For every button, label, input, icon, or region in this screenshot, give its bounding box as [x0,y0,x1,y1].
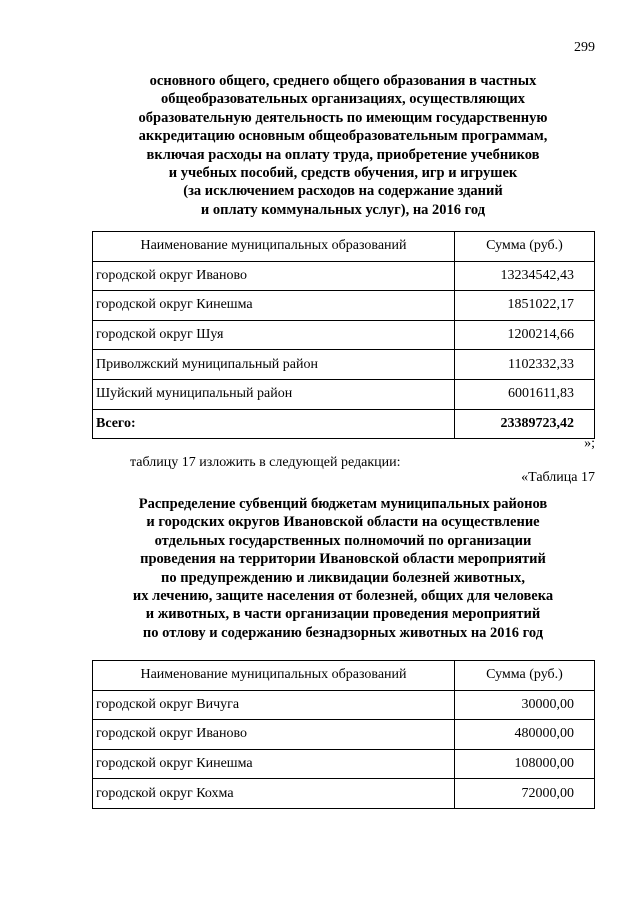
municipality-name: Шуйский муниципальный район [93,379,455,409]
municipality-name: Приволжский муниципальный район [93,350,455,380]
amount: 480000,00 [455,720,595,750]
table-row [93,720,595,750]
amount: 1102332,33 [455,350,595,380]
heading-line: включая расходы на оплату труда, приобретение учебников [146,146,540,163]
subsidy-table-1 [92,231,595,439]
heading-line: по предупреждению и ликвидации болезней животных, [161,569,525,586]
heading-line: по отлову и содержанию безнадзорных животных на 2016 год [142,624,544,641]
amount: 30000,00 [455,690,595,720]
heading-line: основного общего, среднего общего образования в частных [149,73,537,89]
amount: 6001611,83 [455,379,595,409]
column-header-sum: Сумма (руб.) [455,232,595,262]
municipality-name: городской округ Иваново [93,261,455,291]
heading-line: и оплату коммунальных услуг), на 2016 год [200,201,486,218]
heading-line: образовательную деятельность по имеющим государственную [138,109,548,126]
table-caption: «Таблица 17 [521,470,595,485]
page-number: 299 [574,40,595,55]
heading-line: и учебных пособий, средств обучения, игр и игрушек [168,165,518,182]
table-row [93,261,595,291]
column-header-sum: Сумма (руб.) [455,661,595,691]
heading-line: отдельных государственных полномочий по организации [154,532,532,549]
table-row [93,291,595,321]
section-1-heading [92,72,594,219]
heading-line: (за исключением расходов на содержание зданий [183,183,503,200]
municipality-name: городской округ Кинешма [93,291,455,321]
table-header-row [93,232,595,262]
table-row [93,320,595,350]
total-label: Всего: [93,409,455,439]
municipality-name: городской округ Иваново [93,720,455,750]
section-2-heading [92,495,594,642]
heading-line: проведения на территории Ивановской области мероприятий [140,551,546,568]
amount: 13234542,43 [455,261,595,291]
table-total-row [93,409,595,439]
amount: 1200214,66 [455,320,595,350]
heading-line: и животных, в части организации проведения мероприятий [145,606,541,623]
amount: 72000,00 [455,779,595,809]
municipality-name: городской округ Шуя [93,320,455,350]
municipality-name: городской округ Кинешма [93,749,455,779]
column-header-name: Наименование муниципальных образований [93,232,455,262]
heading-line: Распределение субвенций бюджетам муниципальных районов [138,496,548,512]
column-header-name: Наименование муниципальных образований [93,661,455,691]
table-header-row [93,661,595,691]
table-row [93,690,595,720]
total-amount: 23389723,42 [455,409,595,439]
amount: 1851022,17 [455,291,595,321]
heading-line: их лечению, защите населения от болезней, общих для человека [132,588,554,605]
closing-quote: »; [584,436,595,451]
table-row [93,779,595,809]
heading-line: и городских округов Ивановской области на осуществление [146,514,540,531]
heading-line: аккредитацию основным общеобразовательным программам, [138,128,548,145]
table-row [93,350,595,380]
heading-line: общеобразовательных организациях, осуществляющих [161,91,525,108]
table-row [93,749,595,779]
amount: 108000,00 [455,749,595,779]
subsidy-table-2 [92,660,595,809]
amendment-instruction: таблицу 17 изложить в следующей редакции: [130,455,401,470]
table-row [93,379,595,409]
municipality-name: городской округ Вичуга [93,690,455,720]
municipality-name: городской округ Кохма [93,779,455,809]
